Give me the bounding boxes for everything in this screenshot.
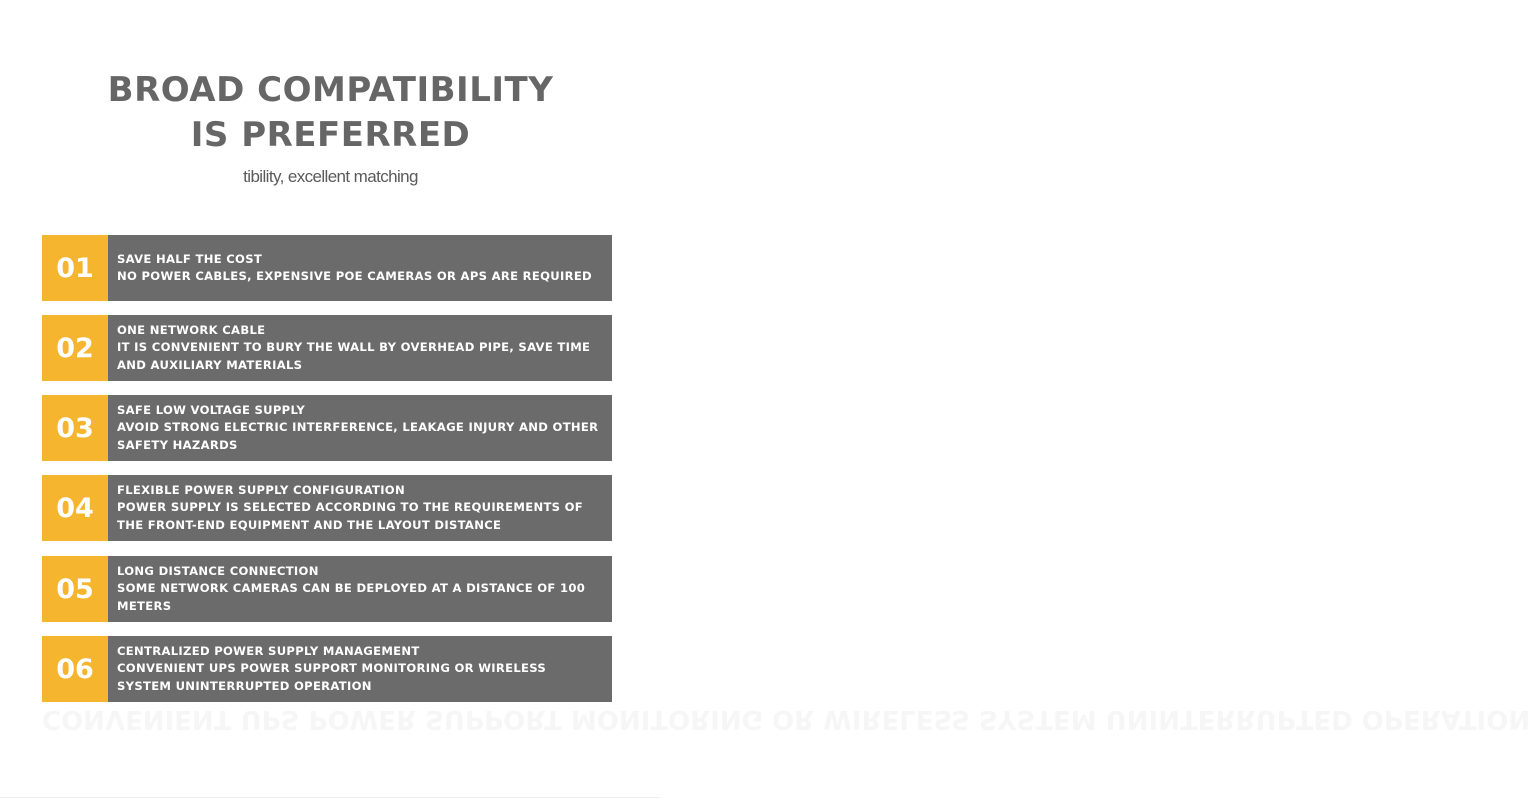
- feature-item-03: [42, 395, 612, 461]
- feature-item-06: [42, 636, 612, 702]
- feature-text: [108, 235, 600, 301]
- feature-number: 01: [42, 235, 108, 301]
- feature-number: 06: [42, 636, 108, 702]
- feature-description: CONVENIENT UPS POWER SUPPORT MONITORING OR WIRELESS SYSTEM UNINTERRUPTED OPERATION: [117, 661, 547, 693]
- feature-number: 03: [42, 395, 108, 461]
- feature-title: LONG DISTANCE CONNECTION: [117, 563, 319, 578]
- feature-title: SAVE HALF THE COST: [117, 251, 263, 266]
- faded-reflection-decoration: CONVENIENT UPS POWER SUPPORT MONITORING OR WIRELESS SYSTEM UNINTERRUPTED OPERATION: [42, 704, 1530, 734]
- feature-text: [108, 556, 612, 622]
- feature-title: SAFE LOW VOLTAGE SUPPLY: [117, 402, 306, 417]
- feature-description: NO POWER CABLES, EXPENSIVE POE CAMERAS OR APS ARE REQUIRED: [117, 269, 592, 283]
- feature-item-04: [42, 475, 612, 541]
- feature-item-05: [42, 556, 612, 622]
- feature-description: POWER SUPPLY IS SELECTED ACCORDING TO THE REQUIREMENTS OF THE FRONT-END EQUIPMENT AND THE LAYOUT DISTANCE: [117, 500, 584, 532]
- feature-number: 02: [42, 315, 108, 381]
- feature-number: 04: [42, 475, 108, 541]
- feature-title: FLEXIBLE POWER SUPPLY CONFIGURATION: [117, 482, 405, 497]
- feature-text: [108, 636, 612, 702]
- feature-number: 05: [42, 556, 108, 622]
- feature-text: [108, 315, 612, 381]
- feature-text: [108, 395, 612, 461]
- feature-description: IT IS CONVENIENT TO BURY THE WALL BY OVERHEAD PIPE, SAVE TIME AND AUXILIARY MATERIALS: [117, 340, 591, 372]
- feature-title: ONE NETWORK CABLE: [117, 322, 266, 337]
- page-bottom-divider: [0, 797, 661, 798]
- feature-text: [108, 475, 612, 541]
- feature-description: SOME NETWORK CAMERAS CAN BE DEPLOYED AT A DISTANCE OF 100 METERS: [117, 581, 586, 613]
- feature-description: AVOID STRONG ELECTRIC INTERFERENCE, LEAKAGE INJURY AND OTHER SAFETY HAZARDS: [117, 420, 599, 452]
- feature-title: CENTRALIZED POWER SUPPLY MANAGEMENT: [117, 643, 420, 658]
- feature-item-02: [42, 315, 612, 381]
- feature-item-01: [42, 235, 612, 301]
- page-subtitle: tibility, excellent matching: [243, 167, 418, 186]
- page-title-line-1: BROAD COMPATIBILITY: [107, 70, 554, 110]
- page-title-line-2: IS PREFERRED: [190, 115, 471, 155]
